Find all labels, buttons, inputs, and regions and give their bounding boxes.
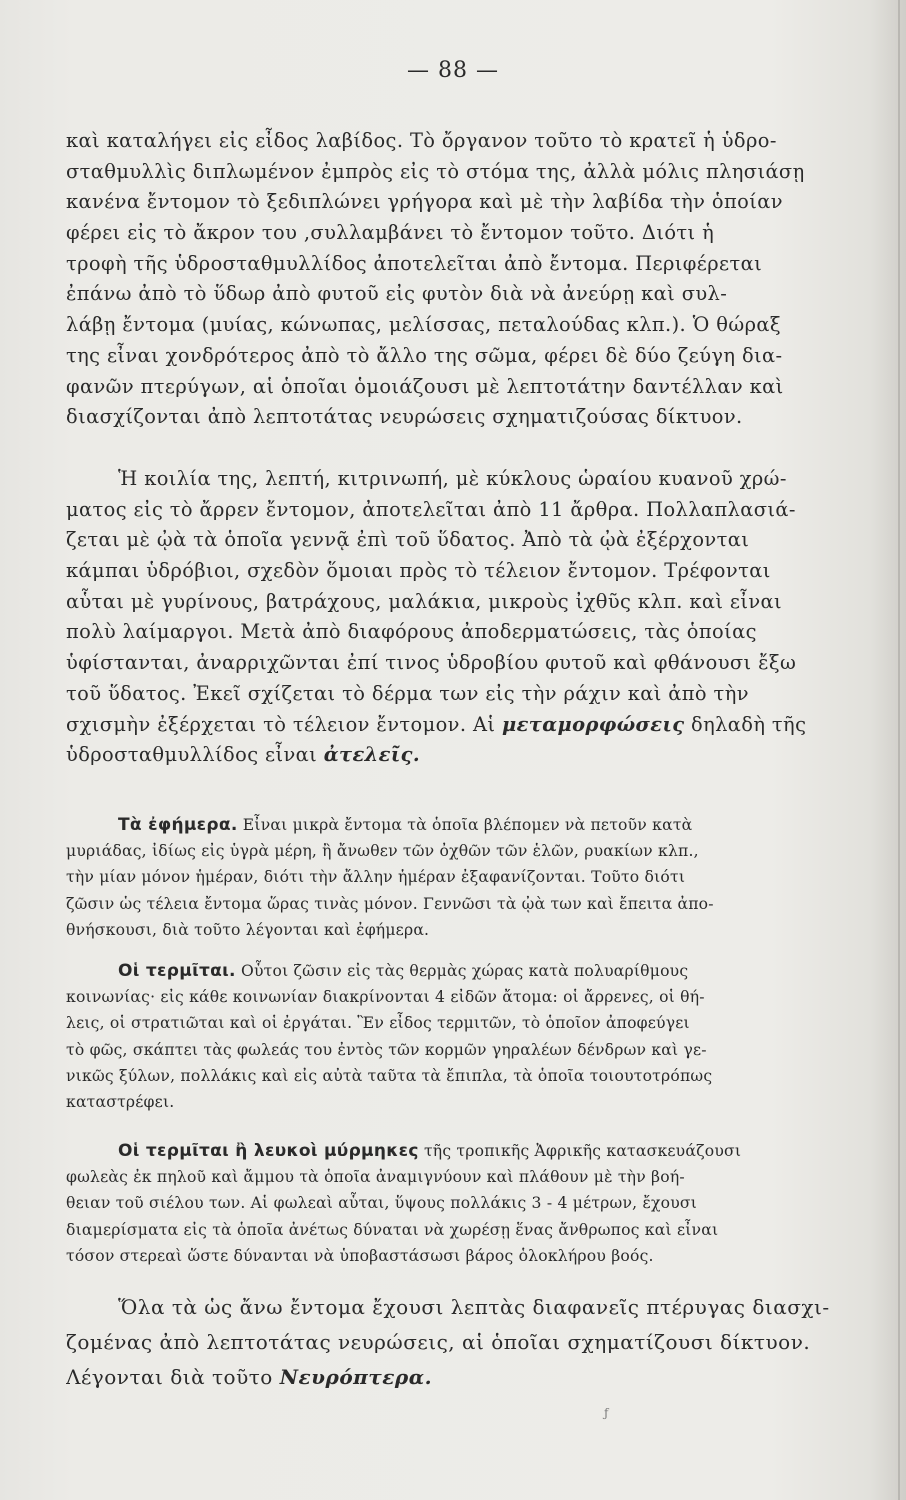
text-run: τῆς τροπικῆς Ἀφρικῆς κατασκευάζουσι — [418, 1142, 742, 1160]
text-line — [66, 958, 876, 984]
text-line: κανένα ἔντομον τὸ ξεδιπλώνει γρήγορα καὶ μὲ τὴν λαβίδα τὴν ὁποίαν — [66, 190, 783, 214]
text-line: λάβῃ ἔντομα (μυίας, κώνωπας, μελίσσας, πεταλούδας κλπ.). Ὁ θώραξ — [66, 313, 781, 337]
text-line: ματος εἰς τὸ ἄρρεν ἔντομον, ἀποτελεῖται ἀπὸ 11 ἄρθρα. Πολλαπλασιά- — [66, 497, 796, 521]
text-line: θειαν τοῦ σιέλου των. Αἱ φωλεαὶ αὗται, ὕψους πολλάκις 3 - 4 μέτρων, ἔχουσι — [66, 1194, 698, 1213]
text-line: τόσον στερεαὶ ὥστε δύνανται νὰ ὑποβαστάσωσι βάρος ὁλοκλήρου βοός. — [66, 1246, 654, 1265]
section-heading: Οἱ τερμῖται ἢ λευκοὶ μύρμηκες — [118, 1141, 419, 1161]
text-line: καὶ καταλήγει εἰς εἶδος λαβίδος. Τὸ ὄργανον τοῦτο τὸ κρατεῖ ἡ ὑδρο- — [66, 129, 777, 152]
text-line: διαμερίσματα εἰς τὰ ὁποῖα ἀνέτως δύναται νὰ χωρέσῃ ἕνας ἄνθρωπος καὶ εἶναι — [66, 1220, 719, 1239]
text-line: τὴν μίαν μόνον ἡμέραν, διότι τὴν ἄλλην ἡμέραν ἐξαφανίζονται. Τοῦτο διότι — [66, 868, 686, 887]
text-run: ὑδροσταθμυλλίδος εἶναι — [66, 743, 324, 767]
text-line — [66, 740, 876, 771]
text-line: κοινωνίας· εἰς κάθε κοινωνίαν διακρίνονται 4 εἰδῶν ἄτομα: οἱ ἄρρενες, οἱ θή- — [66, 988, 705, 1007]
section-heading: Οἱ τερμῖται. — [118, 961, 236, 981]
text-line: λεις, οἱ στρατιῶται καὶ οἱ ἐργάται. Ἓν εἶδος τερμιτῶν, τὸ ὁποῖον ἀποφεύγει — [66, 1014, 690, 1033]
text-line: τὸ φῶς, σκάπτει τὰς φωλεάς του ἐντὸς τῶν κορμῶν γηραλέων δένδρων καὶ γε- — [66, 1040, 707, 1059]
text-run: δηλαδὴ τῆς — [684, 712, 807, 736]
text-line: τροφὴ τῆς ὑδροσταθμυλλίδος ἀποτελεῖται ἀπὸ ἔντομα. Περιφέρεται — [66, 251, 763, 275]
text-run: σχισμὴν ἐξέρχεται τὸ τέλειον ἔντομον. Αἱ — [66, 712, 496, 736]
text-line: φανῶν πτερύγων, αἱ ὁποῖαι ὁμοιάζουσι μὲ λεπτοτάτην δαντέλλαν καὶ — [66, 374, 784, 398]
text-line: μυριάδας, ἰδίως εἰς ὑγρὰ μέρη, ἢ ἄνωθεν τῶν ὀχθῶν τῶν ἑλῶν, ρυακίων κλπ., — [66, 842, 699, 861]
page-edge — [898, 0, 900, 1500]
emphasis-neuroptera: Νευρόπτερα. — [279, 1365, 433, 1389]
text-line — [66, 1138, 876, 1164]
text-line: σταθμυλλὶς διπλωμένον ἐμπρὸς εἰς τὸ στόμα της, ἀλλὰ μόλις πλησιάσῃ — [66, 159, 805, 183]
paragraph-2 — [66, 464, 876, 771]
text-line: τοῦ ὕδατος. Ἐκεῖ σχίζεται τὸ δέρμα των εἰς τὴν ράχιν καὶ ἀπὸ τὴν — [66, 681, 749, 705]
page-number: — 88 — — [407, 58, 499, 83]
paragraph-1 — [66, 126, 876, 433]
text-line: νικῶς ξύλων, πολλάκις καὶ εἰς αὐτὰ ταῦτα τὰ ἔπιπλα, τὰ ὁποῖα τοιουτοτρόπως — [66, 1066, 713, 1085]
text-line: ζῶσιν ὡς τέλεια ἔντομα ὥρας τινὰς μόνον. Γεννῶσι τὰ ᾠὰ των καὶ ἔπειτα ἀπο- — [66, 894, 714, 913]
margin-mark: ƒ — [604, 1406, 609, 1420]
emphasis-ateleis: ἀτελεῖς. — [323, 743, 420, 767]
text-line: διασχίζονται ἀπὸ λεπτοτάτας νευρώσεις σχηματιζούσας δίκτυον. — [66, 405, 743, 429]
text-run: Λέγονται διὰ τοῦτο — [66, 1365, 280, 1389]
closing-paragraph — [66, 1290, 876, 1395]
text-line: πολὺ λαίμαργοι. Μετὰ ἀπὸ διαφόρους ἀποδερματώσεις, τὰς ὁποίας — [66, 620, 757, 644]
text-line: Ἡ κοιλία της, λεπτή, κιτρινωπή, μὲ κύκλους ὡραίου κυανοῦ χρώ- — [118, 467, 787, 490]
text-line: ὑφίστανται, ἀναρριχῶνται ἐπί τινος ὑδροβίου φυτοῦ καὶ φθάνουσι ἔξω — [66, 651, 797, 675]
text-line: καταστρέφει. — [66, 1092, 175, 1111]
text-line: ζομένας ἀπὸ λεπτοτάτας νευρώσεις, αἱ ὁποῖαι σχηματίζουσι δίκτυον. — [66, 1330, 811, 1354]
text-line: φωλεὰς ἐκ πηλοῦ καὶ ἄμμου τὰ ὁποῖα ἀναμιγνύουν καὶ πλάθουν μὲ τὴν βοή- — [66, 1168, 685, 1187]
text-line: κάμπαι ὑδρόβιοι, σχεδὸν ὅμοιαι πρὸς τὸ τέλειον ἔντομον. Τρέφονται — [66, 559, 771, 583]
section-white-ants — [66, 1138, 876, 1269]
text-line — [66, 812, 876, 838]
text-line: ἐπάνω ἀπὸ τὸ ὕδωρ ἀπὸ φυτοῦ εἰς φυτὸν διὰ νὰ ἀνεύρῃ καὶ συλ- — [66, 282, 728, 306]
section-heading: Τὰ ἐφήμερα. — [118, 815, 238, 835]
text-line: ζεται μὲ ᾠὰ τὰ ὁποῖα γεννᾷ ἐπὶ τοῦ ὕδατος. Ἀπὸ τὰ ᾠὰ ἐξέρχονται — [66, 528, 750, 552]
text-line: Ὅλα τὰ ὡς ἄνω ἔντομα ἔχουσι λεπτὰς διαφανεῖς πτέρυγας διασχι- — [118, 1295, 830, 1319]
section-termites — [66, 958, 876, 1115]
text-line: θνήσκουσι, διὰ τοῦτο λέγονται καὶ ἐφήμερα. — [66, 920, 430, 939]
text-run: Εἶναι μικρὰ ἔντομα τὰ ὁποῖα βλέπομεν νὰ πετοῦν κατὰ — [237, 816, 693, 834]
text-line: αὗται μὲ γυρίνους, βατράχους, μαλάκια, μικροὺς ἰχθῦς κλπ. καὶ εἶναι — [66, 589, 783, 613]
text-line — [66, 710, 876, 741]
text-line: της εἶναι χονδρότερος ἀπὸ τὸ ἄλλο της σῶμα, φέρει δὲ δύο ζεύγη δια- — [66, 343, 783, 367]
text-run: Οὗτοι ζῶσιν εἰς τὰς θερμὰς χώρας κατὰ πολυαρίθμους — [235, 962, 689, 980]
emphasis-metamorphoses: μεταμορφώσεις — [501, 712, 685, 736]
text-line: φέρει εἰς τὸ ἄκρον του ,συλλαμβάνει τὸ ἔντομον τοῦτο. Διότι ἡ — [66, 221, 715, 245]
text-line — [66, 1360, 876, 1395]
section-ephemera — [66, 812, 876, 943]
